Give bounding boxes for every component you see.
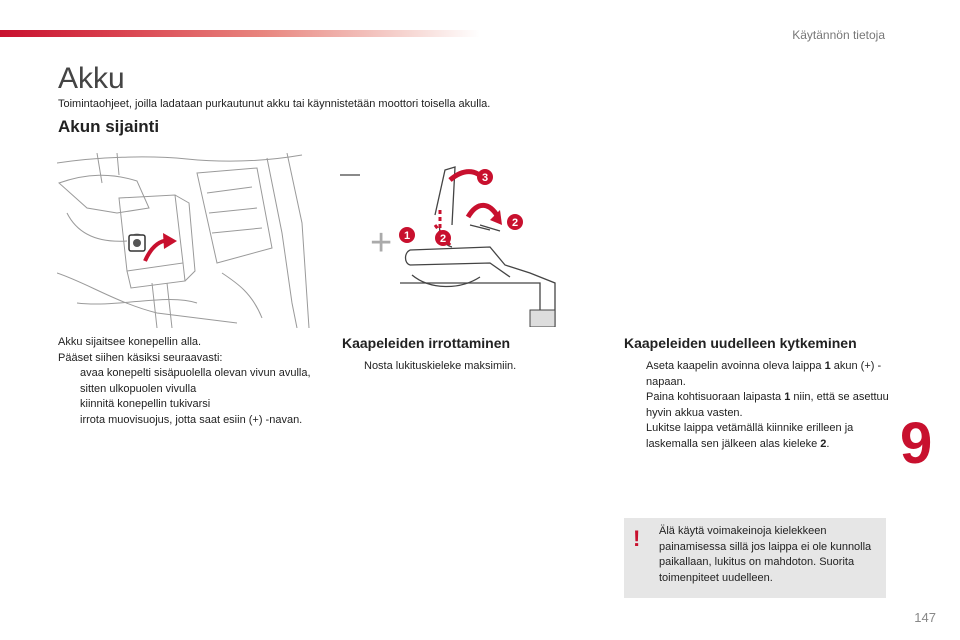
warning-text: Älä käytä voimakeinoja kielekkeen painamisessa sillä jos laippa ei ole kunnolla paikallaan, lukitus on mahdoton. Suorita toimenpiteet uudelleen.	[659, 525, 872, 584]
battery-location-text	[58, 335, 323, 428]
callout-3: 3	[481, 172, 489, 184]
callout-2b: 2	[511, 217, 519, 229]
list-item: Nosta lukituskieleke maksimiin.	[364, 360, 517, 372]
engine-bay-illustration	[57, 153, 317, 328]
section-name: Käytännön tietoja	[792, 28, 885, 42]
list-item: avaa konepelti sisäpuolella olevan vivun avulla, sitten ulkopuolen vivulla	[80, 367, 311, 395]
list-item: kiinnitä konepellin tukivarsi	[80, 398, 211, 410]
list-item: Aseta kaapelin avoinna oleva laippa 1 akun (+) -napaan.	[646, 360, 882, 388]
intro-text: Toimintaohjeet, joilla ladataan purkautunut akku tai käynnistetään moottori toisella akulla.	[58, 98, 491, 110]
disconnect-section	[342, 335, 582, 375]
list-item: irrota muovisuojus, jotta saat esiin (+) -navan.	[80, 413, 303, 426]
chapter-number: 9	[900, 411, 933, 476]
page-number: 147	[914, 610, 936, 625]
list-item: Lukitse laippa vetämällä kiinnike erilleen ja laskemalla sen jälkeen alas kieleke 2.	[646, 422, 854, 450]
disconnect-heading: Kaapeleiden irrottaminen	[342, 335, 511, 351]
section-subtitle: Akun sijainti	[58, 117, 160, 136]
warning-box	[624, 518, 886, 598]
callout-2a: 2	[439, 233, 447, 245]
battery-terminal-diagram	[340, 155, 565, 327]
reconnect-heading: Kaapeleiden uudelleen kytkeminen	[624, 335, 857, 351]
header-accent-bar	[0, 30, 480, 37]
plus-terminal-symbol: +	[370, 222, 393, 264]
list-item: Paina kohtisuoraan laipasta 1 niin, että se asettuu hyvin akkua vasten.	[646, 391, 889, 419]
reconnect-section	[624, 335, 889, 452]
location-line: Pääset siihen käsiksi seuraavasti:	[58, 351, 223, 364]
location-line: Akku sijaitsee konepellin alla.	[58, 336, 202, 348]
page-title: Akku	[58, 62, 125, 95]
warning-icon: !	[633, 526, 641, 551]
callout-1: 1	[403, 230, 411, 242]
